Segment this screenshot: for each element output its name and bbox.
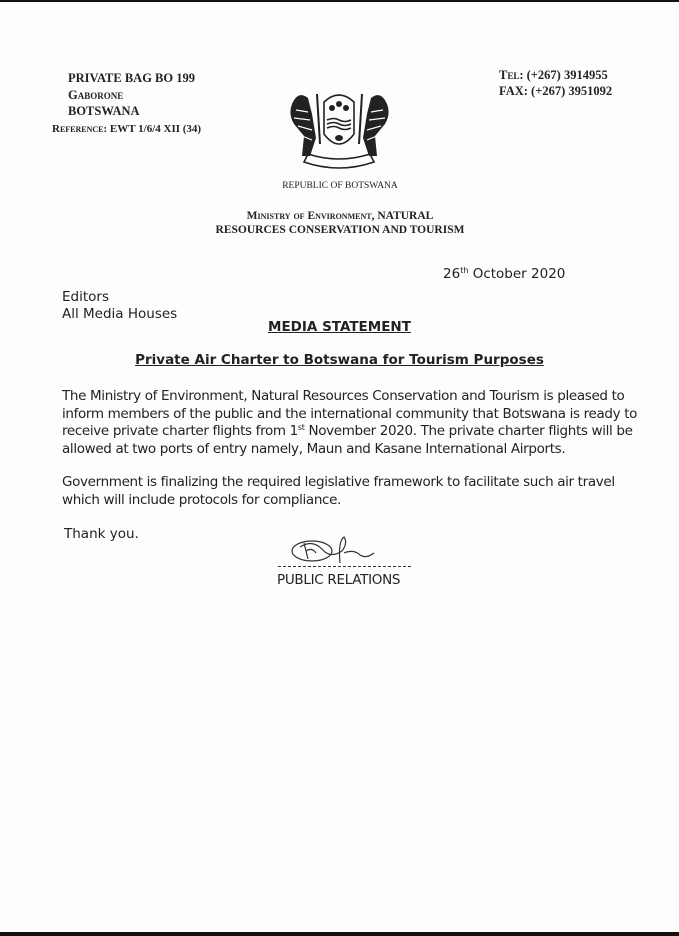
paragraph-line: Government is finalizing the required legislative framework to facilitate such air travel bbox=[62, 474, 615, 490]
statement-subtitle: Private Air Charter to Botswana for Tourism Purposes bbox=[135, 352, 544, 368]
recipients bbox=[62, 289, 177, 322]
ministry-line: RESOURCES CONSERVATION AND TOURISM bbox=[215, 224, 465, 236]
postal-address bbox=[68, 70, 195, 120]
signature-line bbox=[278, 566, 411, 567]
paragraph-line: allowed at two ports of entry namely, Maun and Kasane International Airports. bbox=[62, 440, 566, 457]
contact-info bbox=[499, 67, 612, 99]
paragraph-1 bbox=[62, 388, 662, 458]
date-day: 26 bbox=[443, 266, 461, 282]
date-suffix: th bbox=[460, 266, 469, 275]
ministry-name bbox=[200, 209, 480, 237]
paragraph-line: The Ministry of Environment, Natural Resources Conservation and Tourism is pleased to bbox=[62, 388, 625, 404]
reference-number: Reference: EWT 1/6/4 XII (34) bbox=[52, 123, 202, 135]
signatory: PUBLIC RELATIONS bbox=[277, 572, 401, 588]
statement-title: MEDIA STATEMENT bbox=[268, 319, 411, 335]
address-line: BOTSWANA bbox=[68, 104, 140, 118]
telephone: Tel: (+267) 3914955 bbox=[499, 68, 608, 82]
recipient-line: Editors bbox=[62, 289, 109, 305]
paragraph-2 bbox=[62, 474, 662, 509]
address-line: Gaborone bbox=[68, 87, 124, 102]
date-month-year: October 2020 bbox=[468, 266, 566, 282]
bottom-border bbox=[0, 932, 679, 936]
address-line: PRIVATE BAG BO 199 bbox=[68, 71, 195, 85]
fax: FAX: (+267) 3951092 bbox=[499, 84, 613, 98]
paragraph-line bbox=[62, 423, 662, 441]
text-fragment: receive private charter flights from 1 bbox=[62, 423, 298, 439]
ministry-line: Ministry of Environment, NATURAL bbox=[246, 210, 434, 222]
signature-icon bbox=[282, 533, 412, 567]
coat-of-arms-icon bbox=[282, 84, 397, 176]
letter-date bbox=[443, 266, 565, 282]
closing: Thank you. bbox=[64, 526, 139, 542]
ordinal-suffix: st bbox=[297, 423, 305, 432]
recipient-line: All Media Houses bbox=[62, 305, 178, 322]
top-border bbox=[0, 0, 679, 2]
paragraph-line: inform members of the public and the international community that Botswana is ready to bbox=[62, 405, 638, 422]
paragraph-line: which will include protocols for compliance. bbox=[62, 491, 342, 508]
text-fragment: November 2020. The private charter flights will be bbox=[304, 423, 633, 439]
crest-caption: REPUBLIC OF BOTSWANA bbox=[282, 181, 398, 191]
